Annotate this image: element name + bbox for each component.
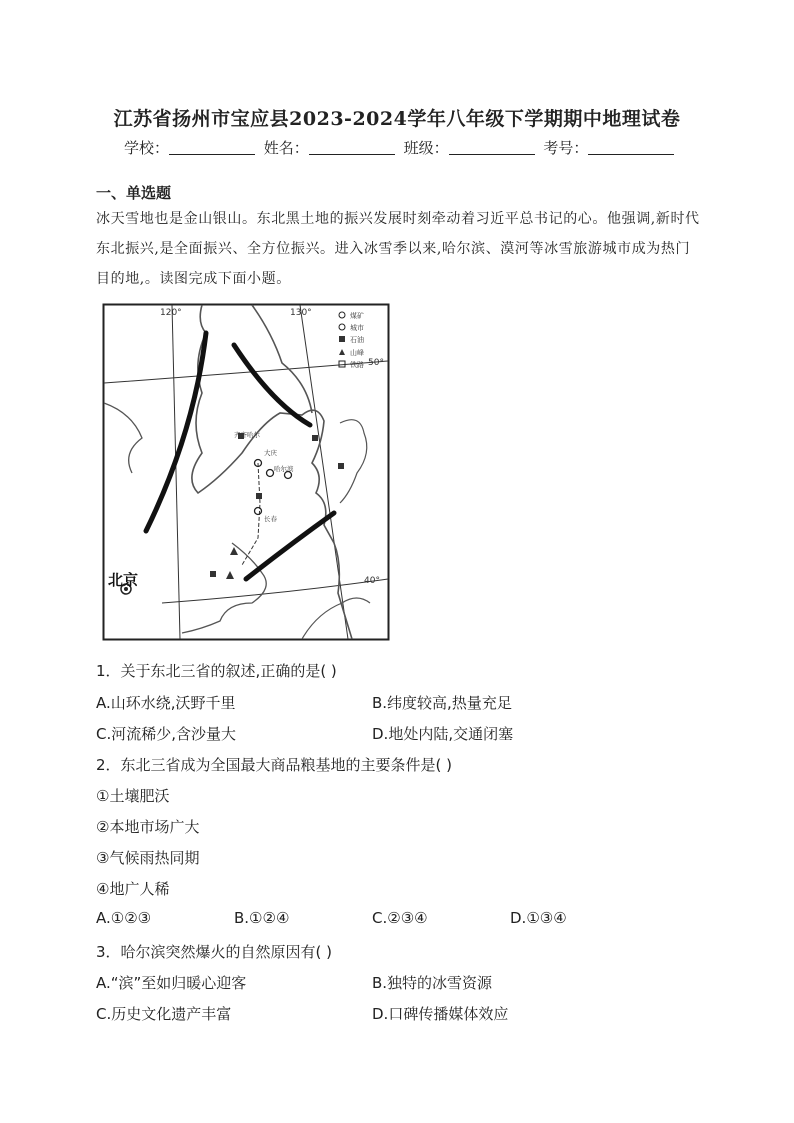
q2-option-c[interactable]: C.②③④ (372, 909, 428, 927)
q2-option-d[interactable]: D.①③④ (510, 909, 567, 927)
map-frame (104, 305, 389, 640)
school-label: 学校： (124, 139, 170, 157)
svg-text:城市: 城市 (350, 324, 364, 332)
svg-text:石油: 石油 (350, 336, 364, 344)
svg-text:铁路: 铁路 (350, 361, 364, 369)
coal-marker (210, 571, 216, 577)
name-blank[interactable] (309, 140, 395, 155)
q2-item-2: ②本地市场广大 (96, 818, 200, 836)
q2-item-4: ④地广人稀 (96, 880, 170, 898)
svg-text:煤矿: 煤矿 (350, 312, 364, 320)
class-label: 班级： (403, 139, 449, 157)
number-label: 考号： (543, 139, 589, 157)
label-120: 120° (160, 308, 182, 318)
school-blank[interactable] (169, 140, 255, 155)
label-daqing: 大庆 (264, 449, 277, 457)
q2-item-1: ①土壤肥沃 (96, 787, 170, 805)
svg-text:山峰: 山峰 (350, 349, 364, 357)
question-1-stem: 1．关于东北三省的叙述,正确的是( ) (96, 662, 337, 680)
page-title: 江苏省扬州市宝应县2023-2024学年八年级下学期期中地理试卷 (113, 108, 681, 130)
q3-option-d[interactable]: D.口碑传播媒体效应 (372, 1005, 509, 1023)
q2-item-3: ③气候雨热同期 (96, 849, 200, 867)
q1-option-a[interactable]: A.山环水绕,沃野千里 (96, 694, 236, 712)
label-beijing: 北京 (108, 571, 139, 589)
student-info-line (124, 137, 678, 158)
q3-option-a[interactable]: A.“滨”至如归暖心迎客 (96, 974, 247, 992)
q2-option-a[interactable]: A.①②③ (96, 909, 152, 927)
label-130: 130° (290, 308, 312, 318)
question-2-stem: 2．东北三省成为全国最大商品粮基地的主要条件是( ) (96, 756, 453, 774)
coal-marker (338, 463, 344, 469)
q1-option-d[interactable]: D.地处内陆,交通闭塞 (372, 725, 514, 743)
q3-option-c[interactable]: C.历史文化遗产丰富 (96, 1005, 232, 1023)
class-blank[interactable] (449, 140, 535, 155)
q2-option-b[interactable]: B.①②④ (234, 909, 290, 927)
label-40: 40° (364, 576, 380, 586)
label-changchun: 长春 (264, 515, 277, 523)
coal-marker (312, 435, 318, 441)
section-heading: 一、单选题 (96, 184, 172, 202)
number-blank[interactable] (588, 140, 674, 155)
northeast-china-map (102, 303, 390, 641)
name-label: 姓名： (263, 139, 309, 157)
q1-option-c[interactable]: C.河流稀少,含沙量大 (96, 725, 237, 743)
label-50: 50° (368, 358, 384, 368)
label-qiqihar: 齐齐哈尔 (234, 431, 260, 439)
reading-passage: 冰天雪地也是金山银山。东北黑土地的振兴发展时刻牵动着习近平总书记的心。他强调,新时代东北振兴,是全面振兴、全方位振兴。进入冰雪季以来,哈尔滨、漠河等冰雪旅游城市成为热门目的地,。读图完成下面小题。 (96, 211, 700, 287)
q1-option-b[interactable]: B.纬度较高,热量充足 (372, 694, 512, 712)
q3-option-b[interactable]: B.独特的冰雪资源 (372, 974, 493, 992)
coal-marker (256, 493, 262, 499)
question-3-stem: 3．哈尔滨突然爆火的自然原因有( ) (96, 943, 333, 961)
label-harbin: 哈尔滨 (274, 465, 294, 473)
